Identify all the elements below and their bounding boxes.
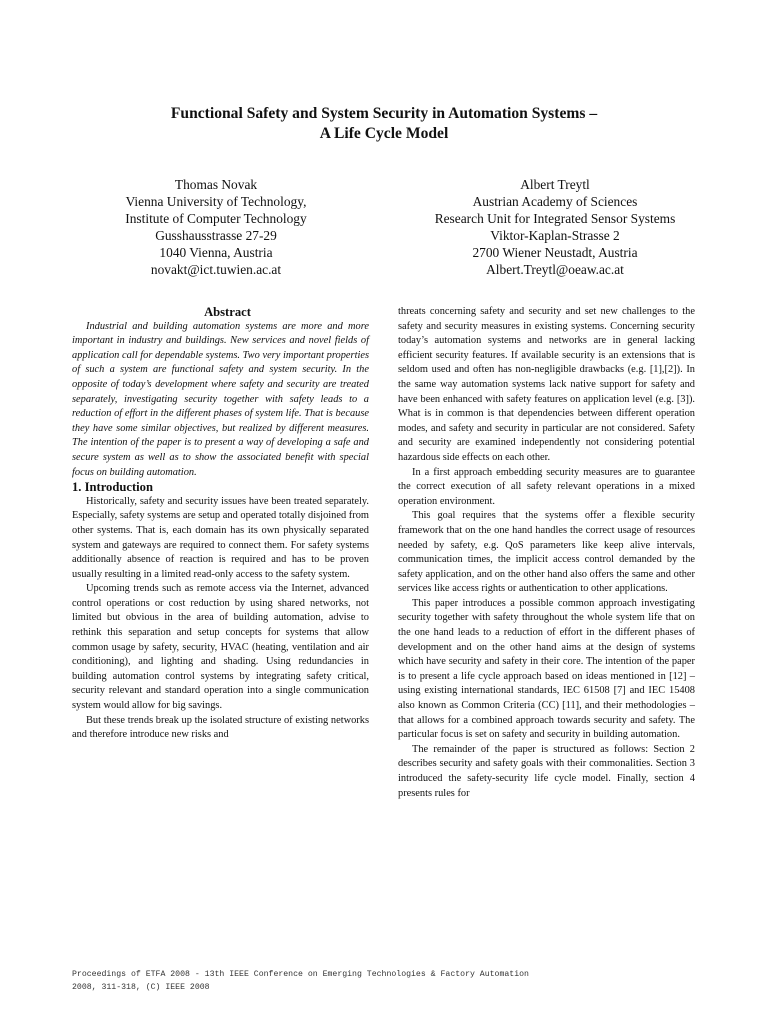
author-email: novakt@ict.tuwien.ac.at xyxy=(150,262,282,277)
body-paragraph: Upcoming trends such as remote access via the Internet, advanced control operations or cost reduction by using shared networks, not limited but obvious in the area of building automation, advise to rethink this separation and setup concepts for systems that allow common usage by safety, security, HVAC (heating, ventilation and air conditioning), and lighting and shading. Using redundancies in building automation control systems by integrating safety critical, security relevant and standard operation into a single communication system would allow for big savings. xyxy=(72,583,369,712)
author-affiliation: 1040 Vienna, Austria xyxy=(159,245,273,260)
author-block-2 xyxy=(402,176,708,278)
body-paragraph: This paper introduces a possible common approach investigating security together with safety throughout the whole system life that on the one hand leads to a reduction of effort in the different phases of development and on the other hand aims at the design of systems which have security and safety in their core. The intention of the paper is to present a life cycle approach based on ideas mentioned in [12] – using existing international standards, IEC 61508 [7] and IEC 15408 also known as Common Criteria (CC) [11], and their methodologies – that allows for a combined approach towards security and safety. The particular focus is set on safety and security in building automation. xyxy=(398,597,695,741)
body-paragraph: But these trends break up the isolated structure of existing networks and therefore introduce new risks and xyxy=(72,714,369,741)
author-affiliation: Viktor-Kaplan-Strasse 2 xyxy=(490,228,620,243)
abstract-heading: Abstract xyxy=(204,305,251,319)
footer-copyright: 2008, 311-318, (C) IEEE 2008 xyxy=(72,983,210,992)
body-paragraph: The remainder of the paper is structured as follows: Section 2 describes security and safety goals with their commonalities. Section 3 introduced the safety-security life cycle model. Finally, section 4 presents rules for xyxy=(398,743,695,799)
body-paragraph: threats concerning safety and security and set new challenges to the safety and security measures in existing systems. Concerning security today’s automation systems and networks are in general lacking efficient security features. If available security is an extensions that is seldom used and often has non-negligible drawbacks (e.g. [1],[2]). In the same way automation systems lack native support for safety and have been enhanced with safety features on application level (e.g. [3]). What is in common is that dependencies between different operation modes, and safety and security in particular are not considered. Safety and security are examined independently not considering potential hazardous side effects on each other. xyxy=(398,306,695,463)
author-affiliation: Gusshausstrasse 27-29 xyxy=(155,228,277,243)
page-footer xyxy=(72,968,529,994)
title-line-1: Functional Safety and System Security in Automation Systems – xyxy=(170,105,598,122)
author-affiliation: Vienna University of Technology, xyxy=(125,194,307,209)
body-paragraph: Historically, safety and security issues have been treated separately. Especially, safety systems are setup and operated totally disjoined from other systems. That is, each domain has its own physically separated system and gateways are required to connect them. For safety systems additionally absence of reaction is required and has to be proven usually resulting in a limited read-only access to the safety system. xyxy=(72,495,369,580)
right-column xyxy=(398,305,695,801)
footer-proceedings: Proceedings of ETFA 2008 - 13th IEEE Conference on Emerging Technologies & Factory Automation xyxy=(72,970,529,979)
paper-title xyxy=(60,104,708,144)
abstract-text: Industrial and building automation systems are more and more important in industry and buildings. New services and novel fields of application call for dependable systems. Two very important properties of such a system are functional safety and system security. In the opposite of today’s development where safety and security are treated separately, investigating security together with safety leads to a reduction of effort in the different phases of system life. That is because they have some similar objectives, but realized by different measures. The intention of the paper is to present a way of developing a safe and secure system as well as to show the associated benefit with special focus on building automation. xyxy=(72,320,369,478)
author-affiliation: Austrian Academy of Sciences xyxy=(472,194,638,209)
author-block-1 xyxy=(90,176,342,278)
author-name: Albert Treytl xyxy=(520,177,590,192)
author-email: Albert.Treytl@oeaw.ac.at xyxy=(486,262,624,277)
title-line-2: A Life Cycle Model xyxy=(319,125,449,142)
author-affiliation: Research Unit for Integrated Sensor Systems xyxy=(434,211,676,226)
author-affiliation: 2700 Wiener Neustadt, Austria xyxy=(472,245,638,260)
left-column xyxy=(72,305,369,743)
section-heading-introduction: 1. Introduction xyxy=(72,480,153,495)
author-affiliation: Institute of Computer Technology xyxy=(125,211,307,226)
body-paragraph: In a first approach embedding security measures are to guarantee the correct execution of all safety relevant operations in a mixed operation environment. xyxy=(398,466,695,507)
body-paragraph: This goal requires that the systems offer a flexible security framework that on the one hand handles the correct usage of resources needed by safety, e.g. QoS parameters like keep alive intervals, communication times, the implicit access control demanded by the safety application, and on the other hand also offers the same and other services like access rights or authentication to other applications. xyxy=(398,510,695,595)
author-name: Thomas Novak xyxy=(174,177,258,192)
